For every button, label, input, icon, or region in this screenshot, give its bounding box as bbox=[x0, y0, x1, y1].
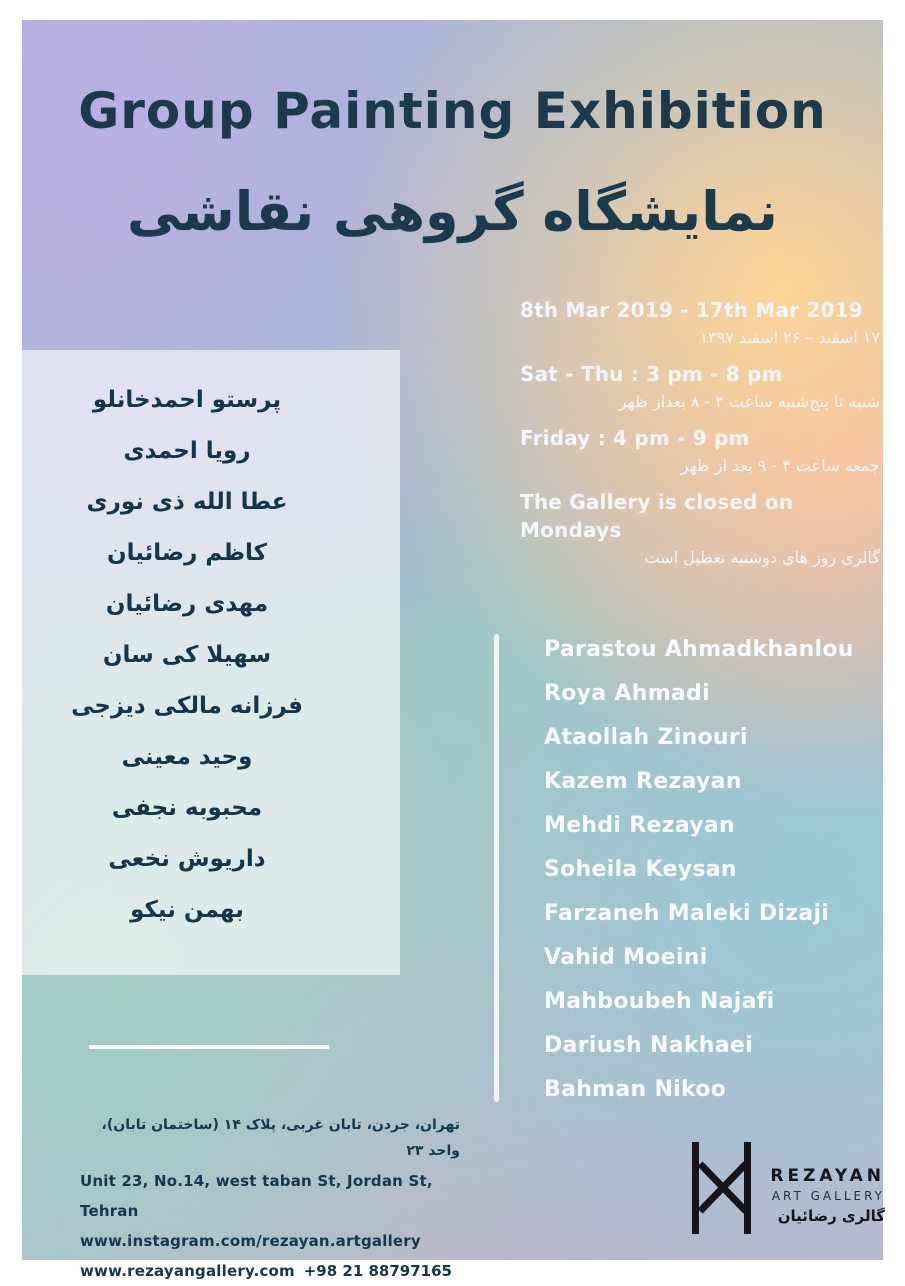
list-item: بهمن نیکو bbox=[130, 897, 244, 923]
weekday-hours-persian: شنبه تا پنج‌شنبه ساعت ۳ - ۸ بعداز ظهر bbox=[618, 392, 880, 411]
list-item: مهدی رضائیان bbox=[105, 591, 269, 617]
list-item: Vahid Moeini bbox=[544, 945, 708, 970]
footer-contact bbox=[80, 1112, 460, 1286]
instagram-link[interactable]: www.instagram.com/rezayan.artgallery bbox=[80, 1232, 421, 1250]
list-item: Roya Ahmadi bbox=[544, 681, 710, 706]
list-item: Ataollah Zinouri bbox=[544, 725, 748, 750]
list-item: وحید معینی bbox=[121, 744, 253, 770]
list-item: محبوبه نجفی bbox=[111, 795, 263, 821]
website-phone-row bbox=[80, 1256, 452, 1286]
list-item: Kazem Rezayan bbox=[544, 769, 742, 794]
schedule-block bbox=[520, 296, 880, 578]
logo-text bbox=[770, 1166, 885, 1225]
friday-hours-english: Friday : 4 pm - 9 pm bbox=[520, 426, 750, 450]
list-item: Dariush Nakhaei bbox=[544, 1033, 753, 1058]
persian-artists-list bbox=[22, 375, 352, 936]
exhibition-dates-english: 8th Mar 2019 - 17th Mar 2019 bbox=[520, 298, 863, 322]
list-item: Parastou Ahmadkhanlou bbox=[544, 637, 854, 662]
list-item: داریوش نخعی bbox=[108, 846, 266, 872]
list-item: Mahboubeh Najafi bbox=[544, 989, 775, 1014]
page-title-english: Group Painting Exhibition bbox=[78, 82, 827, 140]
list-item: فرزانه مالکی دیزجی bbox=[71, 693, 303, 719]
address-persian: تهران، جردن، تابان غربی، پلاک ۱۴ (ساختمان تابان)، واحد ۲۳ bbox=[101, 1117, 460, 1159]
closed-notice-persian: گالری روز های دوشنبه تعطیل است bbox=[644, 548, 880, 567]
list-item: Bahman Nikoo bbox=[544, 1077, 727, 1102]
list-item: Soheila Keysan bbox=[544, 857, 737, 882]
weekday-hours-english: Sat - Thu : 3 pm - 8 pm bbox=[520, 362, 783, 386]
phone-number: +98 21 88797165 bbox=[303, 1262, 452, 1280]
list-item: کاظم رضائیان bbox=[106, 540, 268, 566]
english-artists-list bbox=[544, 628, 874, 1112]
list-item: Farzaneh Maleki Dizaji bbox=[544, 901, 830, 926]
website-link[interactable]: www.rezayangallery.com bbox=[80, 1262, 295, 1280]
list-item: رویا احمدی bbox=[123, 438, 251, 464]
footer-divider bbox=[89, 1045, 329, 1049]
exhibition-dates-persian: ۱۷ اسفند – ۲۶ اسفند ۱۳۹۷ bbox=[699, 328, 880, 347]
address-english: Unit 23, No.14, west taban St, Jordan St, Tehran bbox=[80, 1172, 433, 1220]
list-item: پرستو احمدخانلو bbox=[92, 387, 282, 413]
page-title-persian: نمایشگاه گروهی نقاشی bbox=[127, 180, 778, 243]
list-item: سهیلا کی سان bbox=[102, 642, 272, 668]
logo-subtitle: ART GALLERY bbox=[771, 1189, 885, 1203]
logo-name: REZAYAN bbox=[770, 1166, 885, 1186]
closed-notice-english: The Gallery is closed on Mondays bbox=[520, 490, 794, 542]
friday-hours-persian: جمعه ساعت ۴ - ۹ بعد از ظهر bbox=[680, 456, 880, 475]
logo-name-persian: گالری رضائیان bbox=[777, 1207, 885, 1225]
poster-canvas bbox=[22, 20, 885, 1280]
rezayan-monogram-icon bbox=[686, 1140, 760, 1236]
vertical-divider bbox=[494, 634, 499, 1102]
list-item: Mehdi Rezayan bbox=[544, 813, 736, 838]
gallery-logo bbox=[682, 1140, 885, 1250]
list-item: عطا الله ذی نوری bbox=[86, 489, 288, 515]
